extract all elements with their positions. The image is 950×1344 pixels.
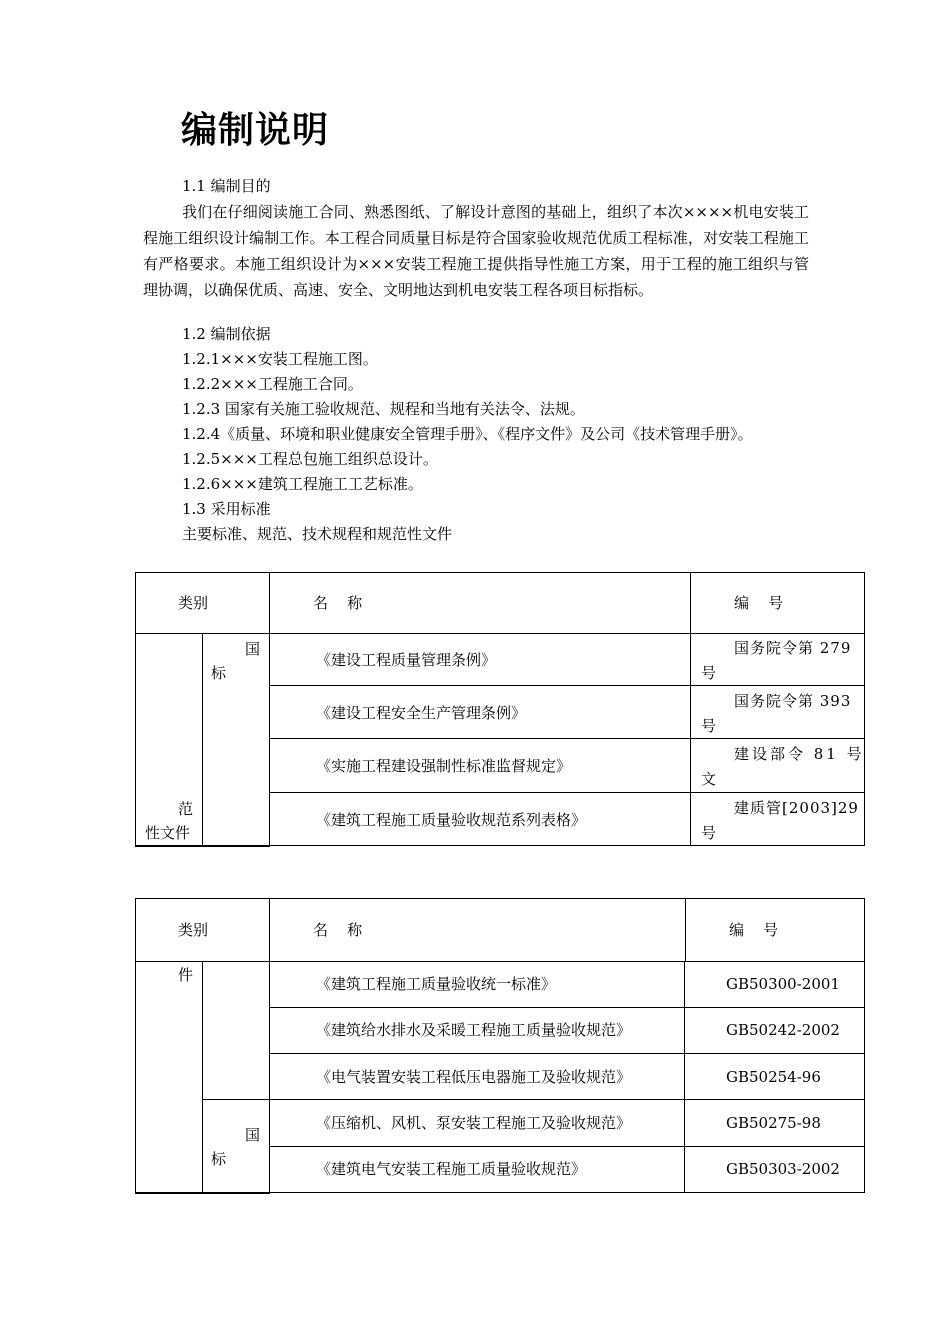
subcategory-label: 标 <box>211 1150 227 1168</box>
list-item: 1.2.4《质量、环境和职业健康安全管理手册》、《程序文件》及公司《技术管理手册》。 <box>182 425 753 443</box>
header-code: 编 号 <box>729 921 779 939</box>
table-row-code: 国务院令第 393 <box>734 692 852 710</box>
table-row-name: 《电气装置安装工程低压电器施工及验收规范》 <box>316 1068 632 1086</box>
list-item: 1.2.3 国家有关施工验收规范、规程和当地有关法令、法规。 <box>182 400 585 418</box>
table-row-code: 国务院令第 279 <box>734 639 852 657</box>
table-row-name: 《建筑工程施工质量验收统一标准》 <box>316 975 557 993</box>
table-row-code: GB50254-96 <box>726 1068 821 1086</box>
section-heading-1-2: 1.2 编制依据 <box>182 325 271 343</box>
table-row-name: 《建筑工程施工质量验收规范系列表格》 <box>316 811 587 829</box>
list-item: 1.2.6×××建筑工程施工工艺标准。 <box>182 475 423 493</box>
section-intro-1-3: 主要标准、规范、技术规程和规范性文件 <box>182 525 453 543</box>
table-row-code: 号 <box>701 664 717 682</box>
table-row-code: GB50300-2001 <box>726 975 840 993</box>
table-row-name: 《建筑电气安装工程施工质量验收规范》 <box>316 1160 587 1178</box>
table-row-code: GB50303-2002 <box>726 1160 840 1178</box>
header-name: 名 称 <box>313 921 363 939</box>
table-row-code: GB50242-2002 <box>726 1021 840 1039</box>
table-row-code: 号 <box>701 717 717 735</box>
section-heading-1-1: 1.1 编制目的 <box>182 177 271 195</box>
table-row-code: 文 <box>701 770 717 788</box>
table-row-code: 建设部令 81 号 <box>734 745 865 763</box>
subcategory-label: 国 <box>245 640 261 658</box>
header-category: 类别 <box>178 921 209 939</box>
table-row-code: GB50275-98 <box>726 1114 821 1132</box>
table-row-name: 《压缩机、风机、泵安装工程施工及验收规范》 <box>316 1114 632 1132</box>
subcategory-label: 国 <box>245 1126 261 1144</box>
section-heading-1-3: 1.3 采用标准 <box>182 500 271 518</box>
table-row-name: 《建筑给水排水及采暖工程施工质量验收规范》 <box>316 1021 632 1039</box>
category-label: 范 <box>178 800 194 818</box>
list-item: 1.2.2×××工程施工合同。 <box>182 375 363 393</box>
table-row-code: 号 <box>701 824 717 842</box>
table-row-name: 《实施工程建设强制性标准监督规定》 <box>316 757 572 775</box>
category-label: 件 <box>178 966 194 984</box>
category-label: 性文件 <box>145 824 191 842</box>
table-row-name: 《建设工程质量管理条例》 <box>316 651 497 669</box>
list-item: 1.2.5×××工程总包施工组织总设计。 <box>182 450 438 468</box>
header-code: 编 号 <box>734 594 784 612</box>
section-paragraph-1-1: 我们在仔细阅读施工合同、熟悉图纸、了解设计意图的基础上，组织了本次××××机电安装工程施工组织设计编制工作。本工程合同质量目标是符合国家验收规范优质工程标准，对安装工程施工有严格要求。本施工组织设计为×××安装工程施工提供指导性施工方案，用于工程的施工组织与管理协调，以确保优质、高速、安全、文明地达到机电安装工程各项目标指标。 <box>143 203 809 299</box>
header-name: 名 称 <box>313 594 363 612</box>
header-category: 类别 <box>178 594 209 612</box>
list-item: 1.2.1×××安装工程施工图。 <box>182 350 378 368</box>
subcategory-label: 标 <box>211 664 227 682</box>
table-row-name: 《建设工程安全生产管理条例》 <box>316 704 527 722</box>
table-row-code: 建质管[2003]29 <box>734 799 859 817</box>
page-title: 编制说明 <box>181 110 330 151</box>
